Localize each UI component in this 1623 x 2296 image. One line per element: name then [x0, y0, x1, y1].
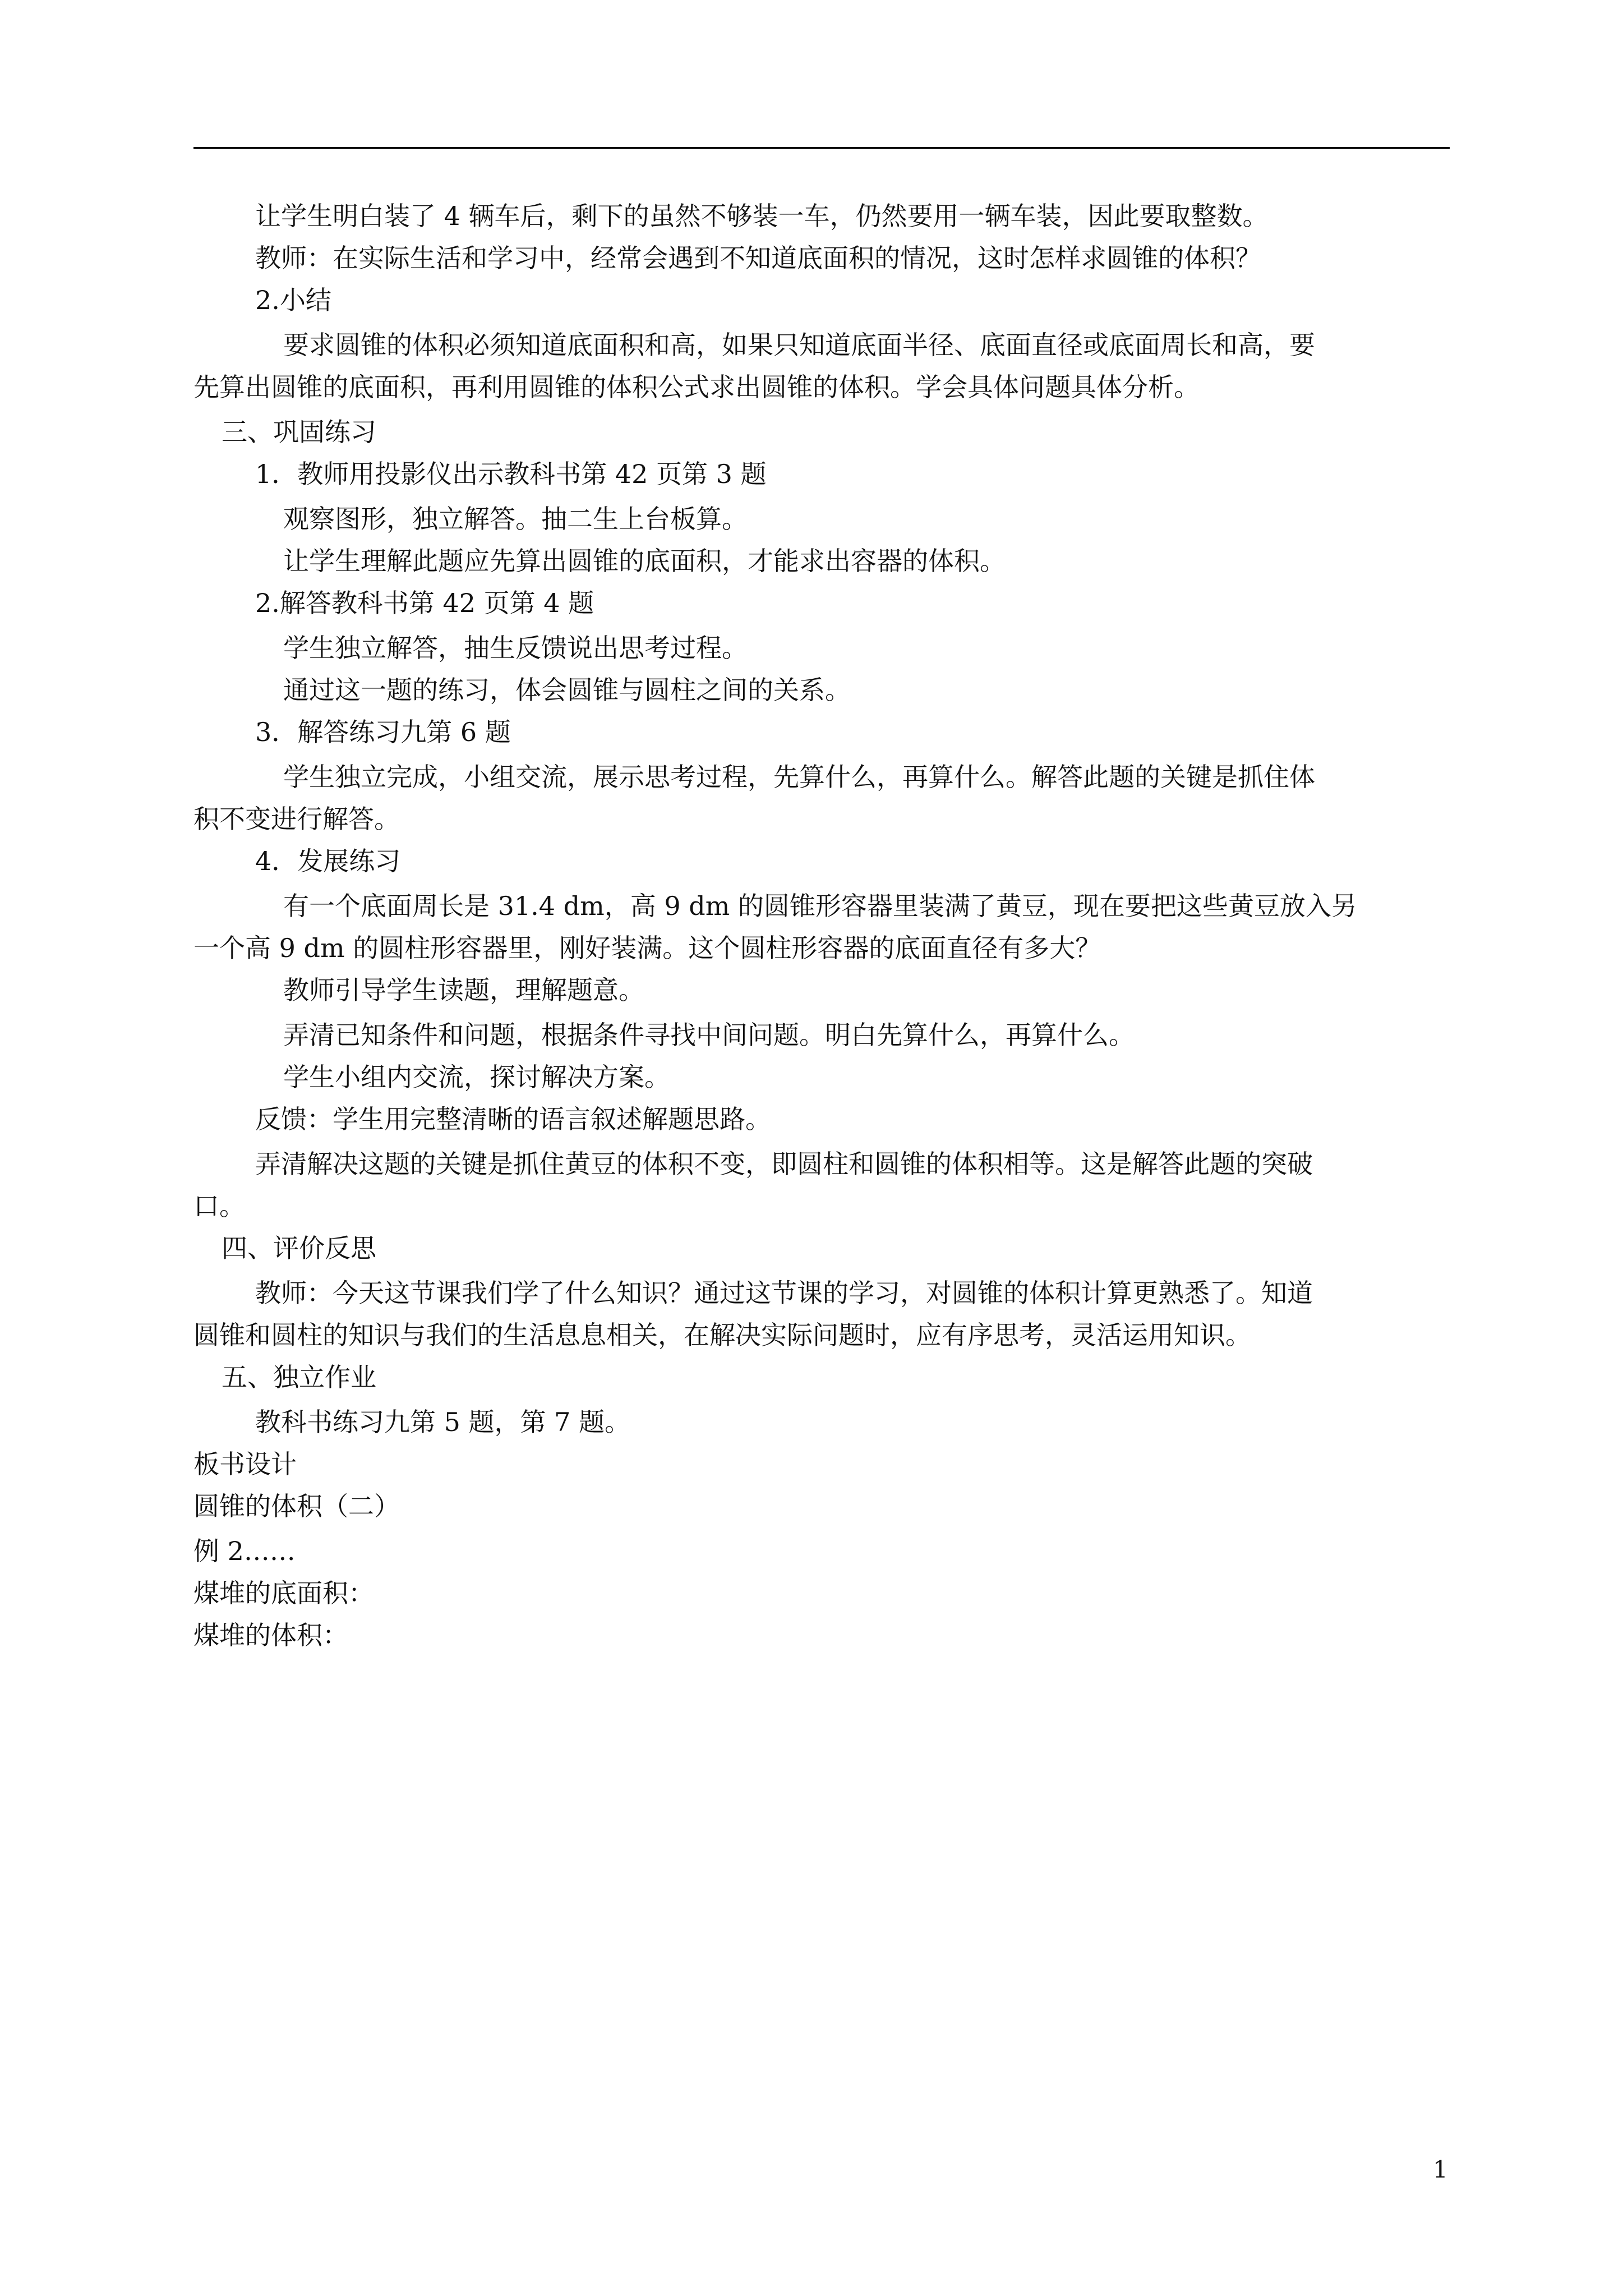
- paragraph-line: 积不变进行解答。: [193, 804, 400, 834]
- section-heading: 三、巩固练习: [222, 417, 376, 447]
- section-heading: 五、独立作业: [222, 1362, 376, 1392]
- paragraph-line: 要求圆锥的体积必须知道底面积和高，如果只知道底面半径、底面直径或底面周长和高，要: [283, 330, 1315, 360]
- paragraph-line: 让学生明白装了 4 辆车后，剩下的虽然不够装一车，仍然要用一辆车装，因此要取整数。: [255, 201, 1269, 231]
- paragraph-line: 教科书练习九第 5 题，第 7 题。: [255, 1407, 631, 1437]
- paragraph-line: 口。: [193, 1191, 245, 1221]
- paragraph-line: 一个高 9 dm 的圆柱形容器里，刚好装满。这个圆柱形容器的底面直径有多大？: [193, 933, 1101, 963]
- paragraph-line: 让学生理解此题应先算出圆锥的底面积，才能求出容器的体积。: [283, 546, 1006, 576]
- paragraph-line: 反馈：学生用完整清晰的语言叙述解题思路。: [255, 1104, 771, 1134]
- page-number: 1: [1433, 2156, 1448, 2183]
- section-heading: 四、评价反思: [222, 1233, 376, 1263]
- paragraph-line: 圆锥和圆柱的知识与我们的生活息息相关，在解决实际问题时，应有序思考，灵活运用知识。: [193, 1320, 1251, 1350]
- paragraph-line: 观察图形，独立解答。抽二生上台板算。: [283, 504, 748, 534]
- paragraph-line: 弄清解决这题的关键是抓住黄豆的体积不变，即圆柱和圆锥的体积相等。这是解答此题的突破: [255, 1149, 1313, 1179]
- board-design-line: 煤堆的底面积：: [193, 1578, 374, 1608]
- paragraph-line: 教师引导学生读题，理解题意。: [283, 975, 644, 1005]
- section-heading: 2.小结: [255, 285, 331, 315]
- paragraph-line: 学生独立完成，小组交流，展示思考过程，先算什么，再算什么。解答此题的关键是抓住体: [283, 762, 1315, 792]
- paragraph-line: 通过这一题的练习，体会圆锥与圆柱之间的关系。: [283, 675, 851, 705]
- paragraph-line: 教师：在实际生活和学习中，经常会遇到不知道底面积的情况，这时怎样求圆锥的体积？: [255, 243, 1261, 273]
- header-rule: [193, 147, 1450, 149]
- section-heading: 4．发展练习: [255, 846, 401, 876]
- board-design-line: 例 2……: [193, 1536, 296, 1566]
- section-heading: 1．教师用投影仪出示教科书第 42 页第 3 题: [255, 459, 767, 489]
- section-heading: 2.解答教科书第 42 页第 4 题: [255, 588, 594, 618]
- paragraph-line: 学生小组内交流，探讨解决方案。: [283, 1062, 670, 1092]
- paragraph-line: 教师：今天这节课我们学了什么知识？通过这节课的学习，对圆锥的体积计算更熟悉了。知道: [255, 1278, 1313, 1308]
- paragraph-line: 学生独立解答，抽生反馈说出思考过程。: [283, 633, 748, 663]
- section-heading: 3．解答练习九第 6 题: [255, 717, 511, 747]
- paragraph-line: 弄清已知条件和问题，根据条件寻找中间问题。明白先算什么，再算什么。: [283, 1020, 1135, 1050]
- board-design-heading: 板书设计: [193, 1449, 297, 1479]
- board-design-line: 圆锥的体积（二）: [193, 1491, 400, 1521]
- paragraph-line: 有一个底面周长是 31.4 dm，高 9 dm 的圆锥形容器里装满了黄豆，现在要把这些黄豆放入另: [283, 891, 1357, 921]
- board-design-line: 煤堆的体积：: [193, 1620, 348, 1650]
- paragraph-line: 先算出圆锥的底面积，再利用圆锥的体积公式求出圆锥的体积。学会具体问题具体分析。: [193, 372, 1200, 402]
